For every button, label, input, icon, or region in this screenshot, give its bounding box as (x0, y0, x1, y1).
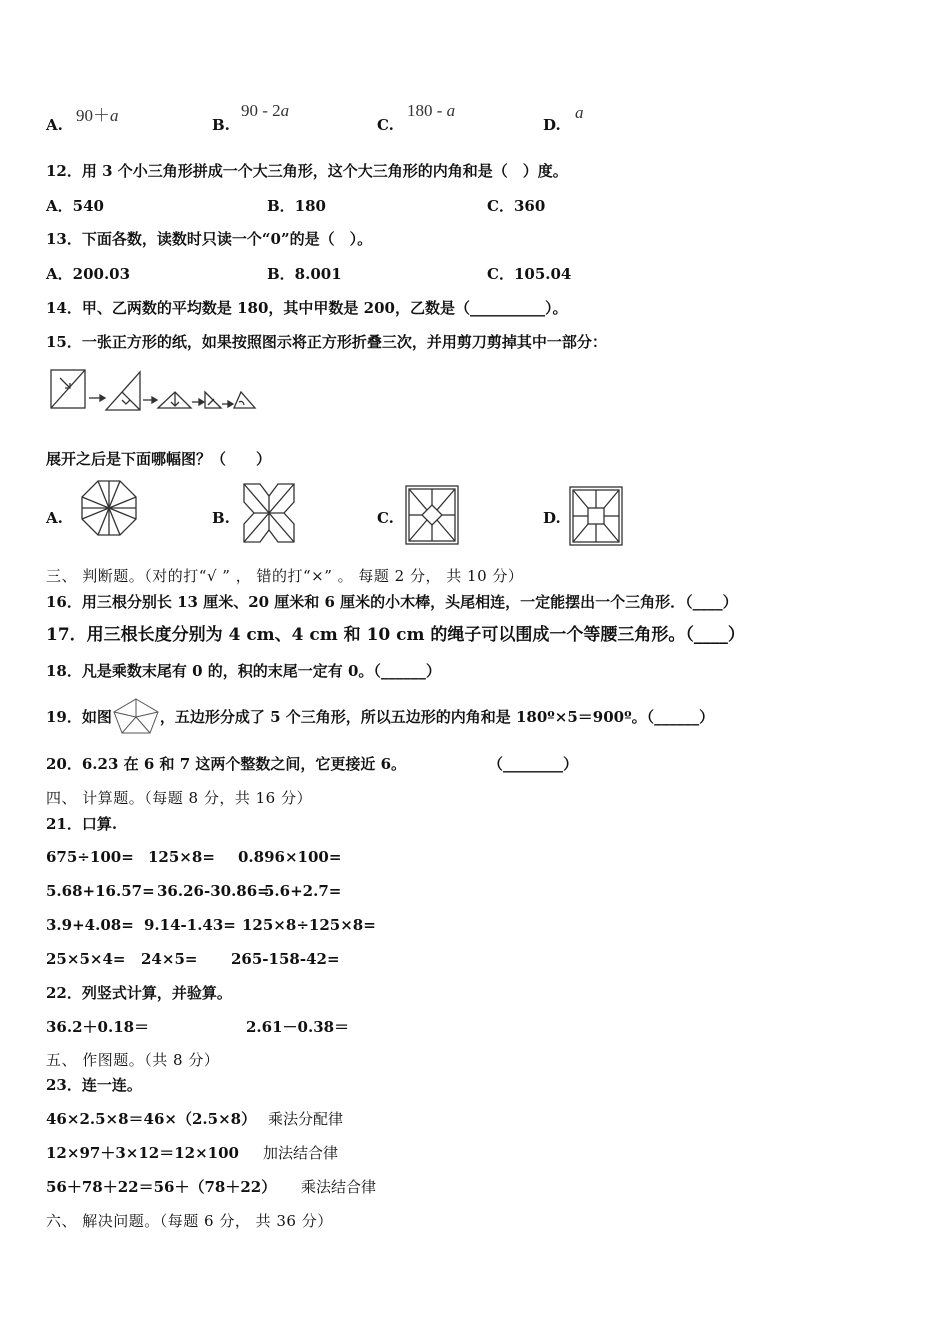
q19-statement (46, 708, 714, 726)
q23-law: 乘法结合律 (301, 1178, 377, 1196)
q11-option-c-letter: C. (377, 116, 394, 134)
q11-option-b-expr: 90 - 2a (241, 101, 290, 120)
q15-option-a-letter: A. (46, 509, 63, 527)
fold-sequence-figure (48, 366, 263, 414)
q15-option-b-letter: B. (212, 509, 230, 527)
q19-prefix: 19．如图 (46, 708, 112, 726)
q15-option-b-cross-figure[interactable] (240, 482, 298, 544)
q20-statement: 20．6.23 在 6 和 7 这两个整数之间，它更接近 6。 (46, 755, 407, 773)
q21-item: 9.14-1.43= (144, 916, 236, 934)
q21-item: 24×5= (141, 950, 198, 968)
q21-item: 5.68+16.57= (46, 882, 155, 900)
q11-option-b-letter: B. (212, 116, 230, 134)
q21-item: 5.6+2.7= (264, 882, 342, 900)
section-4-heading: 四、 计算题。（每题 8 分，共 16 分） (46, 789, 312, 807)
q15-followup: 展开之后是下面哪幅图？（ ） (46, 450, 272, 468)
q21-item: 125×8= (148, 848, 215, 866)
q21-item: 25×5×4= (46, 950, 126, 968)
q11-option-d-letter: D. (543, 116, 561, 134)
q12-option-c: C．360 (487, 197, 546, 215)
q21-item: 0.896×100= (238, 848, 342, 866)
q13-option-a: A．200.03 (46, 265, 131, 283)
q21-item: 36.26-30.86= (157, 882, 270, 900)
q20-blank: （________） (488, 755, 579, 773)
q19-suffix: ，五边形分成了 5 个三角形，所以五边形的内角和是 180º×5＝900º。（______） (159, 708, 715, 726)
section-3-heading: 三、 判断题。（对的打“√ ” ， 错的打“×” 。 每题 2 分， 共 10 分） (46, 567, 524, 585)
q11-option-d-expr: a (575, 103, 584, 122)
q15-question: 15．一张正方形的纸，如果按照图示将正方形折叠三次，并用剪刀剪掉其中一部分： (46, 333, 607, 351)
q22-title: 22．列竖式计算，并验算。 (46, 984, 232, 1002)
q15-option-c-letter: C. (377, 509, 394, 527)
q21-title: 21．口算. (46, 815, 118, 833)
section-5-heading: 五、 作图题。（共 8 分） (46, 1051, 220, 1069)
q12-option-a: A．540 (46, 197, 104, 215)
q21-item: 3.9+4.08= (46, 916, 134, 934)
q11-option-c-expr: 180 - a (407, 101, 456, 120)
section-6-heading: 六、 解决问题。（每题 6 分， 共 36 分） (46, 1212, 333, 1230)
q22-item: 36.2＋0.18＝ (46, 1018, 150, 1036)
pentagon-figure (112, 697, 160, 735)
q13-question: 13．下面各数，读数时只读一个“0”的是（ ）。 (46, 230, 373, 248)
q23-expression: 12×97＋3×12＝12×100 (46, 1144, 239, 1162)
q14-question: 14．甲、乙两数的平均数是 180，其中甲数是 200，乙数是（__________）。 (46, 299, 568, 317)
q21-item: 265-158-42= (231, 950, 340, 968)
q15-option-d-letter: D. (543, 509, 561, 527)
q11-option-a-letter: A. (46, 116, 63, 134)
q22-item: 2.61－0.38＝ (246, 1018, 350, 1036)
q12-question: 12．用 3 个小三角形拼成一个大三角形，这个大三角形的内角和是（ ）度。 (46, 162, 568, 180)
q12-option-b: B．180 (267, 197, 326, 215)
q15-option-c-diamond-figure[interactable] (404, 484, 460, 546)
q17-statement: 17．用三根长度分别为 4 cm、4 cm 和 10 cm 的绳子可以围成一个等腰三角形。（____） (46, 625, 745, 645)
q23-expression: 56＋78＋22＝56＋（78＋22） (46, 1178, 277, 1196)
q11-option-a-expr: 90＋a (76, 106, 119, 125)
q21-item: 125×8÷125×8= (242, 916, 376, 934)
q21-item: 675÷100= (46, 848, 134, 866)
q23-title: 23．连一连。 (46, 1076, 142, 1094)
q23-law: 乘法分配律 (268, 1110, 344, 1128)
q15-option-d-square-figure[interactable] (568, 485, 624, 547)
q13-option-b: B．8.001 (267, 265, 342, 283)
q23-law: 加法结合律 (263, 1144, 339, 1162)
q16-statement: 16．用三根分别长 13 厘米、20 厘米和 6 厘米的小木棒，头尾相连，一定能摆出一个三角形．（____） (46, 593, 738, 611)
q15-option-a-octagon-figure[interactable] (80, 479, 138, 537)
q13-option-c: C．105.04 (487, 265, 572, 283)
q23-expression: 46×2.5×8＝46×（2.5×8） (46, 1110, 257, 1128)
q18-statement: 18．凡是乘数末尾有 0 的，积的末尾一定有 0。（______） (46, 662, 441, 680)
